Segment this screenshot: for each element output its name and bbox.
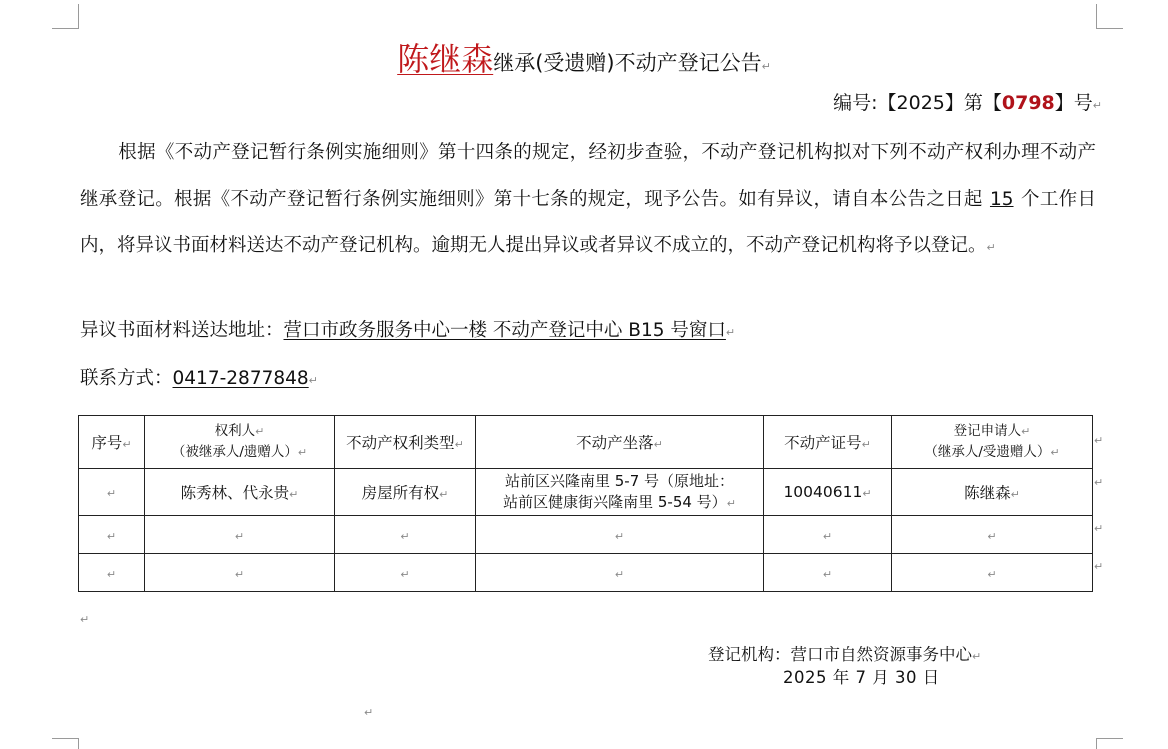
paragraph-mark: ↵ — [986, 241, 996, 254]
empty-cell: ↵ — [476, 516, 764, 554]
authority-text: 登记机构：营口市自然资源事务中心 — [708, 645, 972, 664]
row-end-mark: ↵ — [1094, 560, 1104, 573]
table-row — [79, 469, 1093, 516]
empty-cell: ↵ — [335, 554, 476, 592]
document-title — [0, 34, 1168, 80]
objection-days: 15 — [989, 188, 1014, 210]
cell-location: 站前区兴隆南里 5-7 号（原地址： 站前区健康街兴隆南里 5-54 号）↵ — [476, 469, 764, 516]
table-header-row — [79, 416, 1093, 469]
contact-label: 联系方式： — [80, 368, 173, 389]
row-end-mark: ↵ — [1094, 522, 1104, 535]
header-cert-no: 不动产证号↵ — [764, 416, 892, 469]
corner-mark-top-right — [1096, 4, 1123, 29]
doc-number-value: 0798 — [1001, 92, 1055, 114]
cell-holder: 陈秀林、代永贵↵ — [145, 469, 335, 516]
cell-cert-no: 10040611↵ — [764, 469, 892, 516]
corner-mark-top-left — [52, 4, 79, 29]
empty-paragraph-mark: ↵ — [364, 706, 374, 719]
empty-cell: ↵ — [476, 554, 764, 592]
empty-cell: ↵ — [145, 554, 335, 592]
address-label: 异议书面材料送达地址： — [80, 320, 284, 341]
header-applicant: 登记申请人↵ （继承人/受遗赠人）↵ — [892, 416, 1093, 469]
paragraph-part1: 根据《不动产登记暂行条例实施细则》第十四条的规定，经初步查验，不动产登记机构拟对下列不动产权利办理不动产继承登记。根据《不动产登记暂行条例实施细则》第十七条的规定，现予公告。如有异议，请自本公告之日起 — [80, 142, 1096, 210]
empty-cell: ↵ — [892, 516, 1093, 554]
empty-cell: ↵ — [764, 516, 892, 554]
document-number — [833, 88, 1102, 115]
table-row-empty — [79, 516, 1093, 554]
address-value: 营口市政务服务中心一楼 不动产登记中心 B15 号窗口 — [283, 320, 726, 341]
empty-cell: ↵ — [335, 516, 476, 554]
paragraph-mark: ↵ — [761, 60, 771, 73]
paragraph-mark: ↵ — [972, 650, 982, 663]
announcement-date: 2025 年 7 月 30 日 — [783, 668, 940, 687]
corner-mark-bottom-right — [1096, 738, 1123, 749]
title-name: 陈继森 — [397, 40, 494, 78]
objection-address — [80, 316, 735, 342]
empty-cell: ↵ — [764, 554, 892, 592]
row-end-mark: ↵ — [1094, 476, 1104, 489]
cell-right-type: 房屋所有权↵ — [335, 469, 476, 516]
contact-info — [80, 364, 318, 390]
paragraph-mark: ↵ — [308, 374, 318, 387]
empty-paragraph-mark: ↵ — [80, 613, 90, 626]
registration-table — [78, 415, 1093, 592]
empty-cell: ↵ — [892, 554, 1093, 592]
cell-applicant: 陈继森↵ — [892, 469, 1093, 516]
paragraph-mark: ↵ — [1092, 99, 1102, 112]
title-text: 继承(受遗赠)不动产登记公告 — [493, 51, 762, 75]
announcement-paragraph — [80, 130, 1096, 272]
cell-seq: ↵ — [79, 469, 145, 516]
paragraph-part2: 个工作日内，将异议书面材料送达不动产登记机构。逾期无人提出异议或者异议不成立的，不动产登记机构将予以登记。 — [80, 188, 1096, 256]
empty-cell: ↵ — [79, 554, 145, 592]
header-seq: 序号↵ — [79, 416, 145, 469]
contact-phone: 0417-2877848 — [172, 368, 309, 389]
corner-mark-bottom-left — [52, 738, 79, 749]
paragraph-mark: ↵ — [725, 326, 736, 339]
header-right-type: 不动产权利类型↵ — [335, 416, 476, 469]
header-location: 不动产坐落↵ — [476, 416, 764, 469]
row-end-mark: ↵ — [1094, 434, 1104, 447]
empty-cell: ↵ — [145, 516, 335, 554]
doc-number-prefix: 编号:【2025】第【 — [833, 92, 1002, 114]
header-holder: 权利人↵ （被继承人/遗赠人）↵ — [145, 416, 335, 469]
registration-authority — [708, 641, 981, 665]
table-row-empty — [79, 554, 1093, 592]
doc-number-suffix: 】号 — [1054, 92, 1093, 114]
empty-cell: ↵ — [79, 516, 145, 554]
